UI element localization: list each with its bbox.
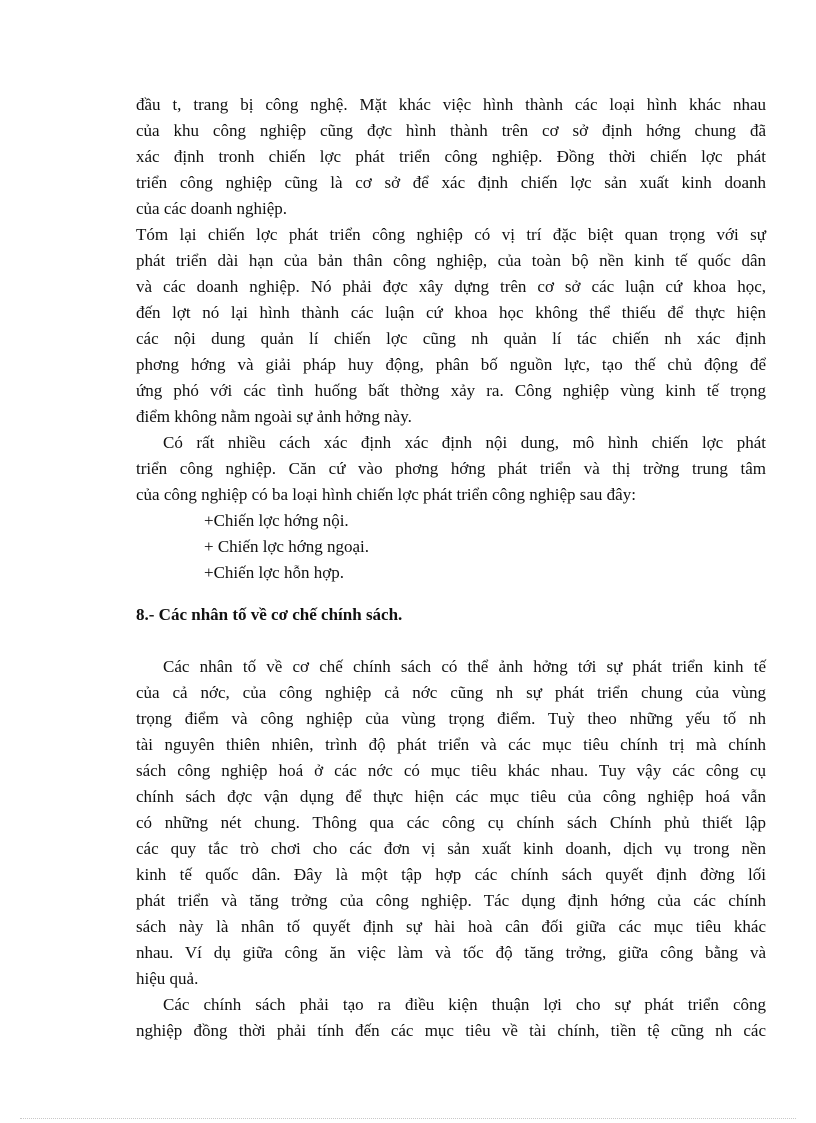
paragraph-line: sách này là nhân tố quyết định sự hài hoà cân đối giữa các mục tiêu khác [136,917,766,936]
paragraph-line: trọng điểm và công nghiệp của vùng trọng điểm. Tuỳ theo những yếu tố nh [136,709,766,728]
paragraph-line: Các nhân tố về cơ chế chính sách có thể ảnh hởng tới sự phát triển kinh tế [163,657,766,676]
paragraph-line: Có rất nhiều cách xác định xác định nội dung, mô hình chiến lợc phát [163,433,766,452]
paragraph-line: sách công nghiệp hoá ở các nớc có mục tiêu khác nhau. Tuy vậy các công cụ [136,761,766,780]
paragraph-line: của khu công nghiệp cũng đợc hình thành trên cơ sở định hớng chung đã [136,121,766,140]
paragraph-line: có những nét chung. Thông qua các công cụ chính sách Chính phủ thiết lập [136,813,766,832]
paragraph-line: nghiệp đồng thời phải tính đến các mục tiêu về tài chính, tiền tệ cũng nh các [136,1021,766,1040]
paragraph-line: các nội dung quản lí chiến lợc cũng nh quản lí tác chiến nh xác định [136,329,766,348]
paragraph-line: kinh tế quốc dân. Đây là một tập hợp các chính sách quyết định đờng lối [136,865,766,884]
paragraph-line: của công nghiệp có ba loại hình chiến lợc phát triển công nghiệp sau đây: [136,485,636,504]
paragraph-line: triển công nghiệp. Căn cứ vào phơng hớng phát triển và thị trờng trung tâm [136,459,766,478]
paragraph-line: phơng hớng và giải pháp huy động, phân bố nguồn lực, tạo thế chủ động để [136,355,766,374]
list-item: +Chiến lợc hớng nội. [204,511,349,530]
paragraph-line: của cả nớc, của công nghiệp cả nớc cũng nh sự phát triển chung của vùng [136,683,766,702]
paragraph-line: xác định tronh chiến lợc phát triển công nghiệp. Đồng thời chiến lợc phát [136,147,766,166]
paragraph-line: của các doanh nghiệp. [136,199,288,218]
section-heading: 8.- Các nhân tố về cơ chế chính sách. [136,605,403,624]
paragraph-line: hiệu quả. [136,969,199,988]
paragraph-line: tài nguyên thiên nhiên, trình độ phát triển và các mục tiêu chính trị mà chính [136,735,766,754]
paragraph-line: triển công nghiệp cũng là cơ sở để xác định chiến lợc sản xuất kinh doanh [136,173,766,192]
list-item: + Chiến lợc hớng ngoại. [204,537,369,556]
paragraph-line: phát triển và tăng trởng của công nghiệp. Tác dụng định hớng của các chính [136,891,766,910]
paragraph-line: Các chính sách phải tạo ra điều kiện thuận lợi cho sự phát triển công [163,995,766,1014]
paragraph-line: đầu t, trang bị công nghệ. Mặt khác việc hình thành các loại hình khác nhau [136,95,766,114]
paragraph-line: điểm không nằm ngoài sự ảnh hởng này. [136,407,412,426]
paragraph-line: đến lợt nó lại hình thành các luận cứ khoa học không thể thiếu để thực hiện [136,303,766,322]
paragraph-line: chính sách đợc vận dụng để thực hiện các mục tiêu của công nghiệp hoá vẫn [136,787,766,806]
paragraph-line: ứng phó với các tình huống bất thờng xảy ra. Công nghiệp vùng kinh tế trọng [136,381,766,400]
paragraph-line: phát triển dài hạn của bản thân công nghiệp, của toàn bộ nền kinh tế quốc dân [136,251,766,270]
paragraph-line: nhau. Ví dụ giữa công ăn việc làm và tốc độ tăng trởng, giữa công bằng và [136,943,766,962]
list-item: +Chiến lợc hỗn hợp. [204,563,344,582]
paragraph-line: Tóm lại chiến lợc phát triển công nghiệp có vị trí đặc biệt quan trọng với sự [136,225,766,244]
paragraph-line: các quy tắc trò chơi cho các đơn vị sản xuất kinh doanh, dịch vụ trong nền [136,839,766,858]
page-bottom-divider [20,1118,796,1119]
paragraph-line: và các doanh nghiệp. Nó phải đợc xây dựng trên cơ sở các luận cứ khoa học, [136,277,766,296]
